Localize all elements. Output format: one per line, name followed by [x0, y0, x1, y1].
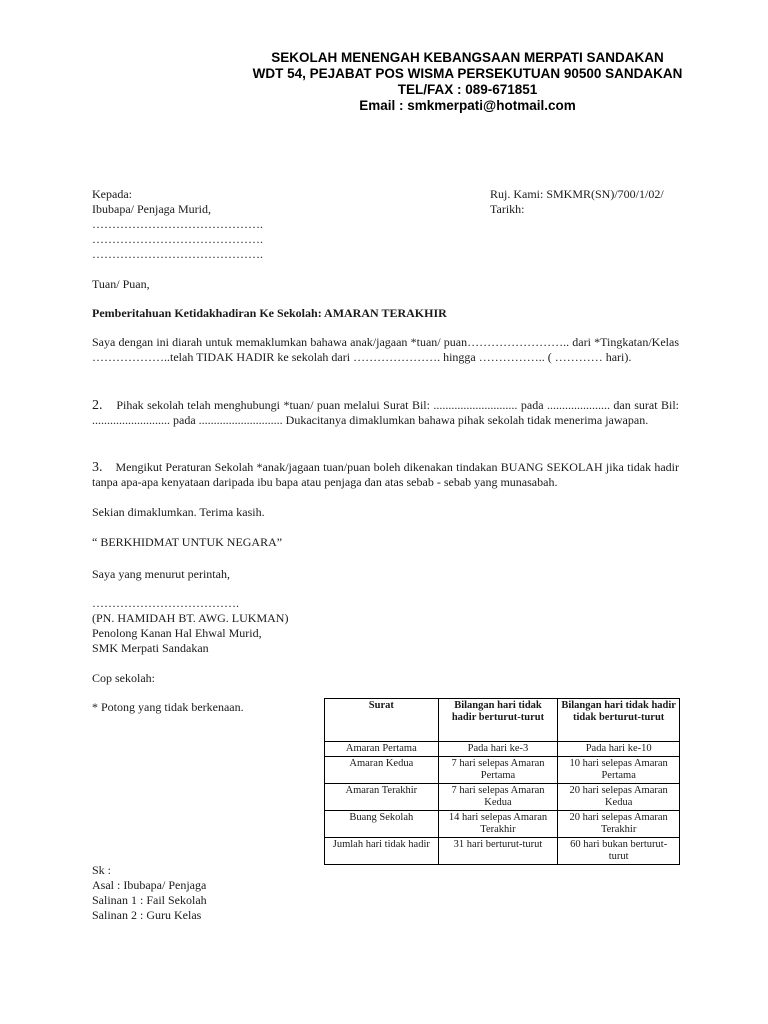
table-cell: Amaran Terakhir — [325, 784, 439, 811]
signatory-school: SMK Merpati Sandakan — [92, 641, 209, 655]
to-name: Ibubapa/ Penjaga Murid, — [92, 202, 211, 216]
table-row — [325, 811, 680, 838]
motto: “ BERKHIDMAT UNTUK NEGARA” — [92, 535, 283, 549]
paragraph-1: Saya dengan ini diarah untuk memaklumkan bahawa anak/jagaan *tuan/ puan…………………….. dari *Tingkatan/Kelas ………………..telah TIDAK HADIR ke sekolah dari …………………. hingga …………….. ( ………… hari). — [92, 335, 679, 364]
copy-recipient: Salinan 1 : Fail Sekolah — [92, 893, 207, 907]
table-cell: 7 hari selepas Amaran Kedua — [438, 784, 558, 811]
letterhead — [190, 50, 745, 114]
table-row — [325, 784, 680, 811]
school-name: SEKOLAH MENENGAH KEBANGSAAN MERPATI SANDAKAN — [271, 50, 664, 65]
copy-recipient: Asal : Ibubapa/ Penjaga — [92, 878, 207, 892]
table-cell: Jumlah hari tidak hadir — [325, 838, 439, 865]
school-email: Email : smkmerpati@hotmail.com — [359, 98, 576, 113]
paragraph-number: 2. — [92, 398, 103, 413]
table-row — [325, 742, 680, 757]
date-label: Tarikh: — [490, 202, 525, 216]
school-stamp-label: Cop sekolah: — [92, 671, 155, 685]
table-cell: 20 hari selepas Amaran Terakhir — [558, 811, 680, 838]
signature-block — [92, 596, 288, 656]
address-line: ……………………………………. — [92, 247, 263, 261]
table-header-row — [325, 699, 680, 742]
footnote: * Potong yang tidak berkenaan. — [92, 700, 244, 714]
table-cell: 31 hari berturut-turut — [438, 838, 558, 865]
table-cell: 60 hari bukan berturut-turut — [558, 838, 680, 865]
paragraph-text: Mengikut Peraturan Sekolah *anak/jagaan tuan/puan boleh dikenakan tindakan BUANG SEKOLAH jika tidak hadir tanpa apa-apa kenyataan daripada ibu bapa atau penjaga dan atas sebab - sebab yang munasabah. — [92, 460, 680, 489]
sign-off: Saya yang menurut perintah, — [92, 567, 230, 581]
table-cell: 14 hari selepas Amaran Terakhir — [438, 811, 558, 838]
copy-distribution — [92, 863, 207, 923]
copy-recipient: Salinan 2 : Guru Kelas — [92, 908, 202, 922]
column-header: Bilangan hari tidak hadir berturut-turut — [438, 699, 558, 742]
closing-line: Sekian dimaklumkan. Terima kasih. — [92, 505, 265, 519]
column-header: Bilangan hari tidak hadir tidak berturut-turut — [558, 699, 680, 742]
paragraph-2 — [92, 398, 679, 428]
table-cell: Amaran Kedua — [325, 757, 439, 784]
signatory-title: Penolong Kanan Hal Ehwal Murid, — [92, 626, 262, 640]
reference-block — [490, 187, 690, 217]
copies-label: Sk : — [92, 863, 112, 877]
subject-line: Pemberitahuan Ketidakhadiran Ke Sekolah: AMARAN TERAKHIR — [92, 306, 447, 320]
paragraph-3 — [92, 460, 679, 490]
school-telfax: TEL/FAX : 089-671851 — [397, 82, 538, 97]
table-cell: Pada hari ke-10 — [558, 742, 680, 757]
table-cell: Buang Sekolah — [325, 811, 439, 838]
table-row — [325, 838, 680, 865]
table-cell: 20 hari selepas Amaran Kedua — [558, 784, 680, 811]
to-label: Kepada: — [92, 187, 132, 201]
signature-line: ………………………………. — [92, 596, 239, 610]
paragraph-number: 3. — [92, 460, 103, 475]
table-cell: 7 hari selepas Amaran Pertama — [438, 757, 558, 784]
table-row — [325, 757, 680, 784]
signatory-name: (PN. HAMIDAH BT. AWG. LUKMAN) — [92, 611, 289, 625]
reference-number: Ruj. Kami: SMKMR(SN)/700/1/02/ — [490, 187, 664, 201]
column-header: Surat — [325, 699, 439, 742]
table-cell: 10 hari selepas Amaran Pertama — [558, 757, 680, 784]
address-line: ……………………………………. — [92, 232, 263, 246]
warning-schedule-table — [324, 698, 680, 865]
table-cell: Amaran Pertama — [325, 742, 439, 757]
salutation: Tuan/ Puan, — [92, 277, 150, 291]
recipient-block — [92, 187, 422, 262]
school-address: WDT 54, PEJABAT POS WISMA PERSEKUTUAN 90500 SANDAKAN — [252, 66, 683, 81]
table-cell: Pada hari ke-3 — [438, 742, 558, 757]
paragraph-text: Pihak sekolah telah menghubungi *tuan/ puan melalui Surat Bil: ............................ pada ..................... dan surat Bil: .......................... pada ............................ Dukacitanya dimaklumkan bahawa pihak sekolah tidak menerima jawapan. — [92, 398, 680, 427]
address-line: ……………………………………. — [92, 217, 263, 231]
